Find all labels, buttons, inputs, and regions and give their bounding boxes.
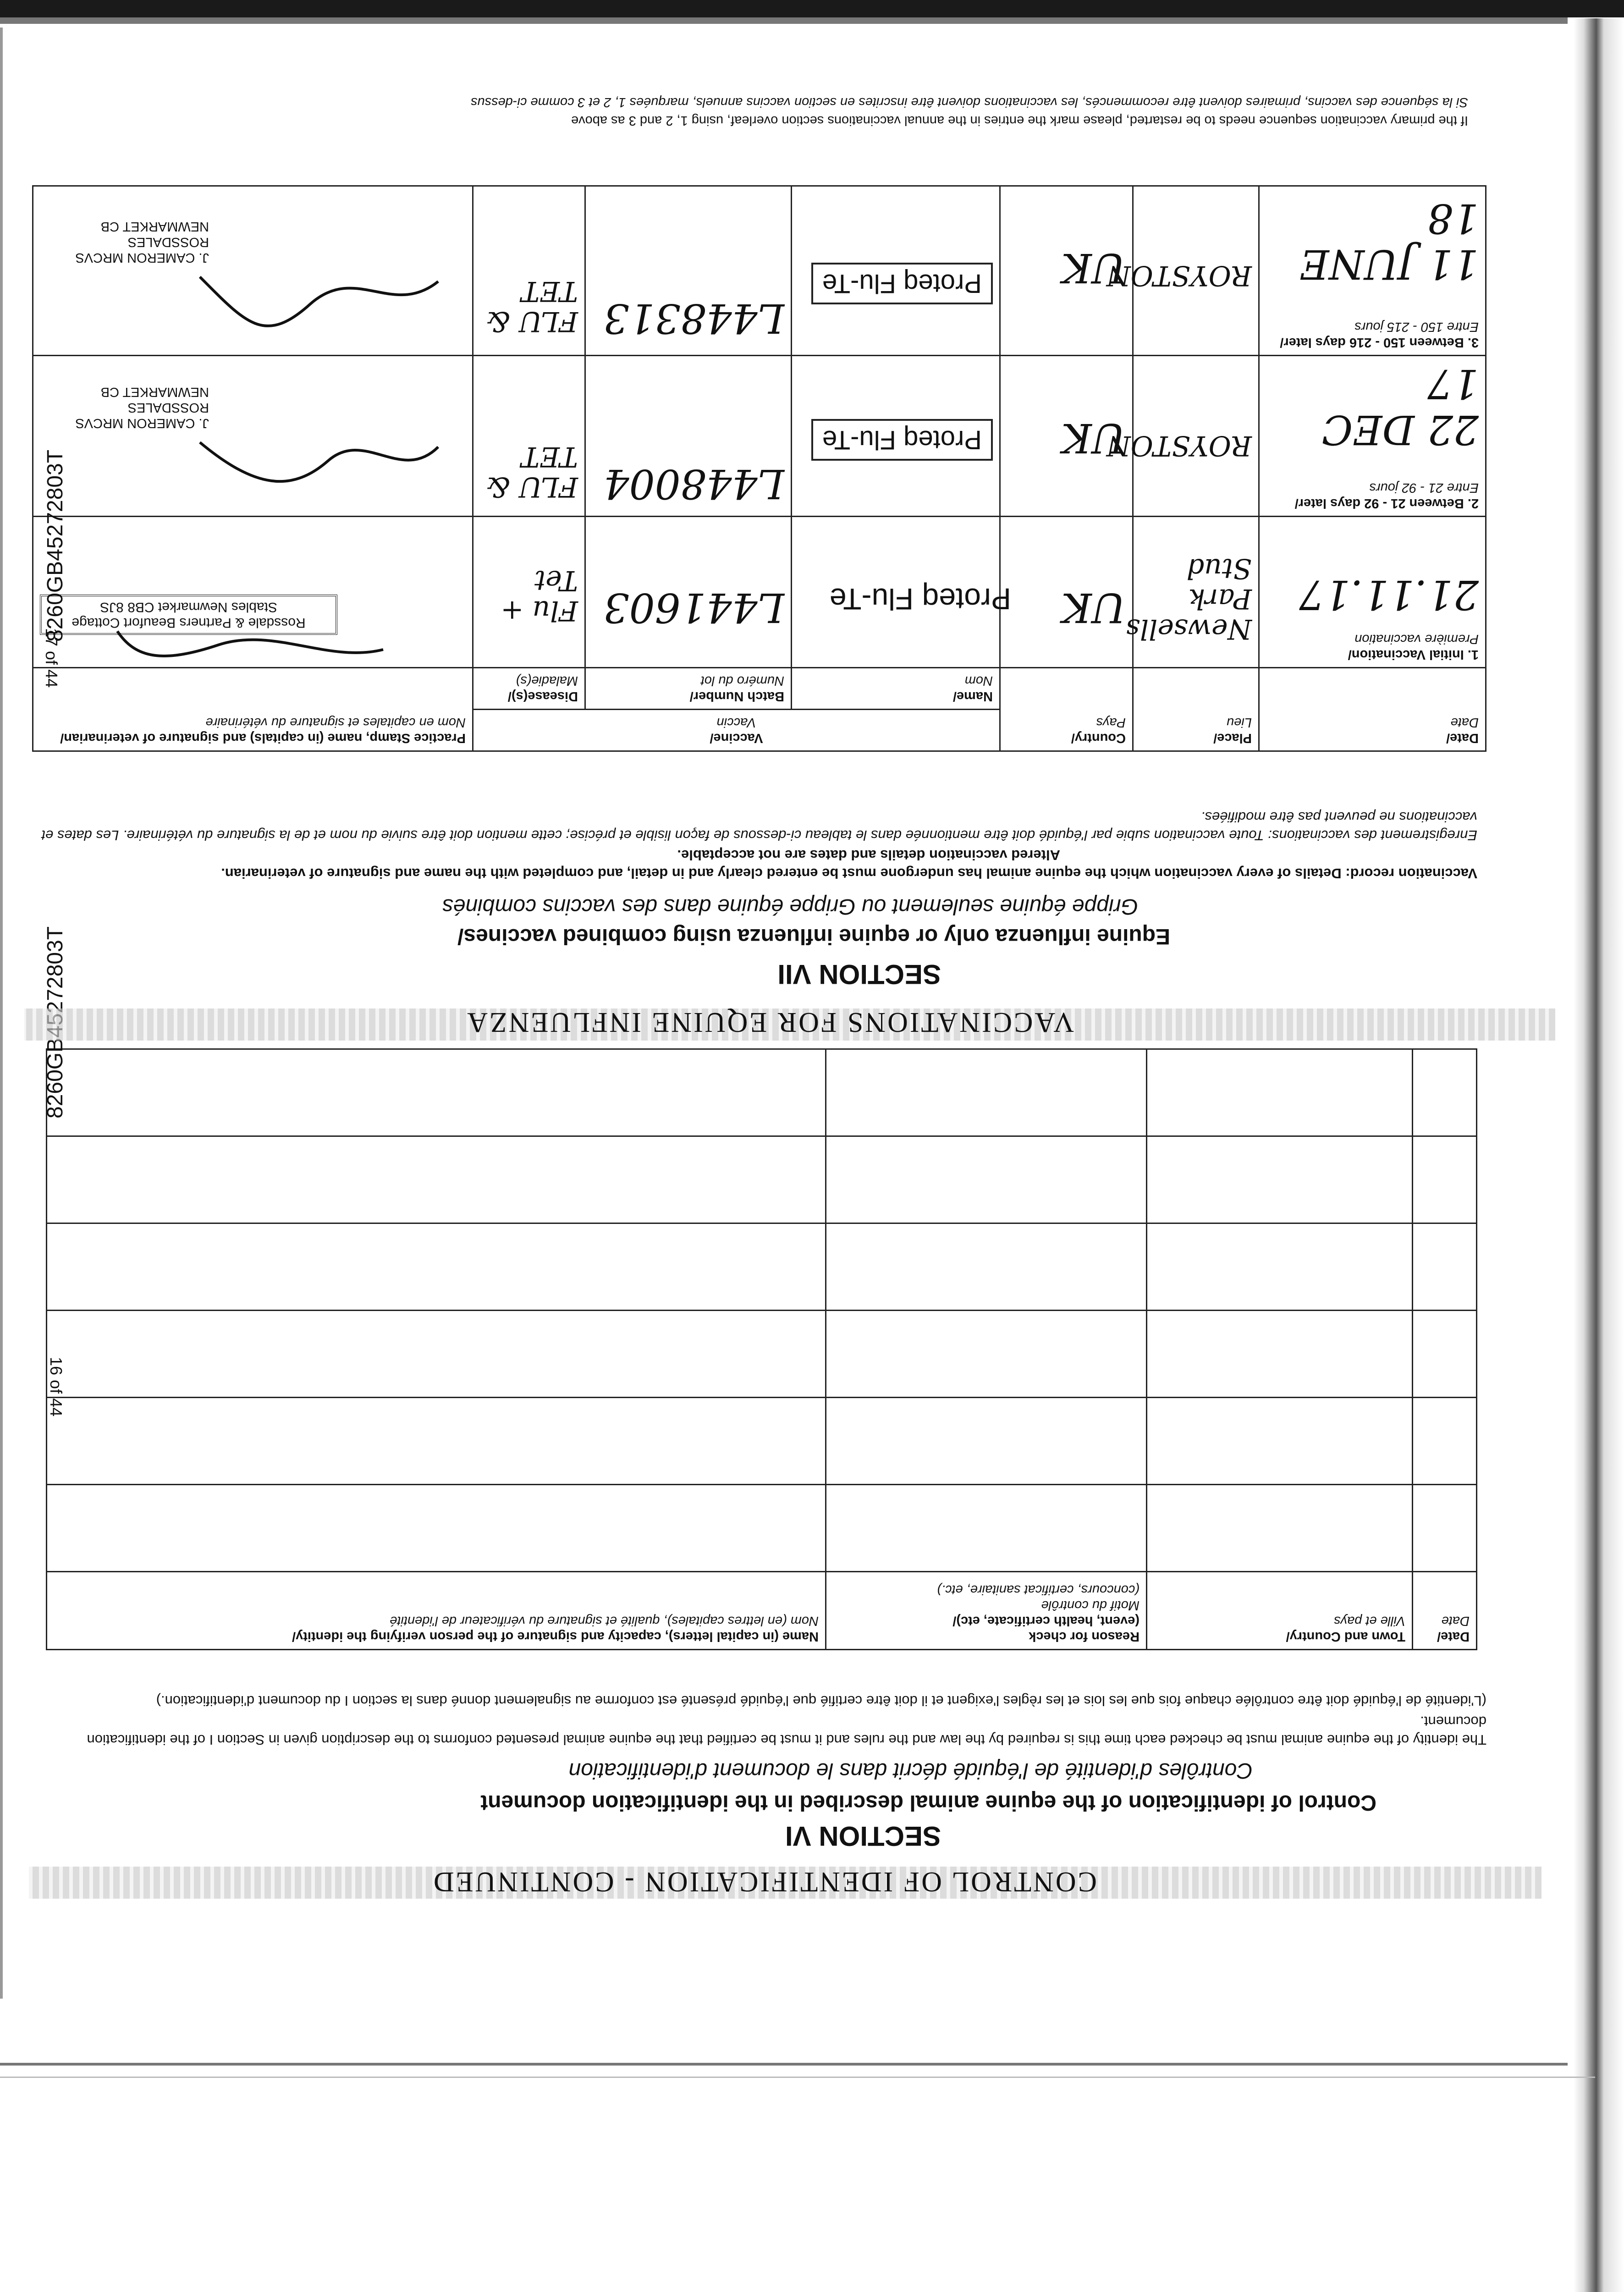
- col-date-en: Date/: [1437, 1629, 1470, 1644]
- practice-stamp-cell[interactable]: [33, 356, 473, 517]
- col-disease: [473, 668, 585, 710]
- vaccination-place: ROYSTON: [1107, 430, 1252, 462]
- page-number-16: 16 of 44: [47, 1357, 66, 1417]
- vaccination-header-row-1: [33, 710, 1486, 751]
- row-label-en: 2. Between 21 - 92 days later/: [1294, 496, 1479, 511]
- cell[interactable]: [1413, 1049, 1477, 1136]
- section-vii-heading-fr: Grippe équine seulement ou Grippe équine dans des vaccins combinés: [442, 894, 1138, 919]
- table-row: [47, 1485, 1477, 1572]
- disease: FLU & TET: [485, 275, 578, 337]
- row-label-en: 3. Between 150 - 216 days later/: [1280, 335, 1479, 350]
- section-vi-body-en: The identity of the equine animal must be checked each time this is required by the law and the rules and it must be certified that the equine animal presented conforms to the description given in Section I of the identification document.: [87, 1713, 1486, 1748]
- identity-check-table: [46, 1048, 1477, 1650]
- vaccination-record-fr: Enregistrement des vaccinations: Toute vaccination subie par l'équidé doit être mentionnée dans le tableau ci-dessous de façon lisible et précise; cette mention doit être suivie du nom et de la signature du vétérinaire. Les dates et vaccinations ne peuvent pas être modifiées.: [41, 809, 1477, 843]
- cell[interactable]: [47, 1398, 826, 1485]
- vaccination-country: UK: [1062, 244, 1126, 292]
- section-vi-body-fr: (L'identité de l'équidé doit être contrôlée chaque fois que les lois et les règles l'exigent et il doit être certifié que l'équidé présenté est conforme au signalement donné dans la section I du document d'identification.): [156, 1693, 1486, 1709]
- vaccination-place-cell[interactable]: [1126, 517, 1259, 668]
- batch-number-cell[interactable]: [585, 517, 792, 668]
- vaccination-country-cell[interactable]: [1000, 186, 1133, 356]
- batch-number: L448004: [603, 460, 784, 507]
- col-reason: [826, 1572, 1147, 1650]
- vaccination-date-cell[interactable]: [1259, 356, 1486, 517]
- cell[interactable]: [47, 1136, 826, 1223]
- cell[interactable]: [826, 1311, 1147, 1398]
- cell[interactable]: [1147, 1223, 1413, 1311]
- vaccination-date-cell[interactable]: [1259, 186, 1486, 356]
- cell[interactable]: [1413, 1398, 1477, 1485]
- vaccination-country-cell[interactable]: [1000, 517, 1133, 668]
- col-town-fr: Ville et pays: [1334, 1614, 1405, 1628]
- section-vi-banner: CONTROL OF IDENTIFICATION - CONTINUED: [431, 1866, 1097, 1897]
- row-label-fr: Entre 150 - 215 jours: [1354, 320, 1479, 334]
- vaccination-date: 11 JUNE 18: [1299, 195, 1479, 288]
- col-vaccine-fr: Vaccin: [716, 715, 756, 730]
- col-country-en: Country/: [1071, 731, 1126, 745]
- cell[interactable]: [47, 1049, 826, 1136]
- vet-name-stamp: J. CAMERON MRCVS ROSSDALES NEWMARKET CB: [75, 385, 209, 430]
- cell[interactable]: [1147, 1049, 1413, 1136]
- vaccination-place-cell[interactable]: [1107, 186, 1259, 356]
- col-batch: [585, 668, 792, 710]
- cell[interactable]: [1147, 1311, 1413, 1398]
- col-date: [1413, 1572, 1477, 1650]
- batch-number-cell[interactable]: [585, 186, 792, 356]
- col-date: [1259, 668, 1486, 751]
- table-row: [47, 1311, 1477, 1398]
- identity-check-header-row: [47, 1572, 1477, 1650]
- vaccination-place-cell[interactable]: [1107, 356, 1259, 517]
- vet-signature: [108, 613, 392, 668]
- cell[interactable]: [47, 1223, 826, 1311]
- col-disease-fr: Maladie(s): [516, 673, 578, 688]
- col-reason-en: Reason for check: [1029, 1629, 1140, 1644]
- cell[interactable]: [1413, 1311, 1477, 1398]
- col-reason-fr2: (concours, certificat sanitaire, etc.): [937, 1582, 1140, 1597]
- vaccination-footnote-en: If the primary vaccination sequence needs to be restarted, please mark the entries in the annual vaccinations section overleaf, using 1, 2 and 3 as above: [571, 113, 1468, 128]
- row-label-fr: Entre 21 - 92 jours: [1369, 480, 1479, 495]
- cell[interactable]: [47, 1485, 826, 1572]
- section-vii-heading-en: Equine influenza only or equine influenza using combined vaccines/: [457, 924, 1170, 948]
- table-row: [47, 1136, 1477, 1223]
- page-number-17: 17 of 44: [42, 628, 61, 688]
- disease: FLU & TET: [485, 441, 578, 503]
- vaccination-date: 22 DEC 17: [1321, 360, 1479, 453]
- cell[interactable]: [47, 1311, 826, 1398]
- vaccine-name: Proteq Flu-Te: [811, 419, 993, 461]
- vaccination-country: UK: [1062, 584, 1126, 631]
- batch-number-cell[interactable]: [585, 356, 792, 517]
- col-place: [1133, 668, 1259, 751]
- cell[interactable]: [826, 1223, 1147, 1311]
- vaccination-row-second: [33, 356, 1486, 517]
- col-reason-en2: (event, health certificate, etc)/: [952, 1614, 1140, 1628]
- vaccine-name: Proteq Flu-Te: [811, 263, 993, 304]
- cell[interactable]: [826, 1136, 1147, 1223]
- cell[interactable]: [1413, 1136, 1477, 1223]
- cell[interactable]: [826, 1485, 1147, 1572]
- vet-signature: [191, 424, 447, 493]
- section-vi-heading-fr: Contrôles d'identité de l'équidé décrit dans le document d'identification: [568, 1758, 1253, 1783]
- row-label-fr: Première vaccination: [1354, 632, 1479, 646]
- row-label-en: 1. Initial Vaccination/: [1348, 647, 1479, 662]
- vaccine-name-cell[interactable]: [792, 517, 1011, 668]
- col-disease-en: Disease(s)/: [507, 689, 578, 704]
- vaccine-name-cell[interactable]: [792, 356, 1000, 517]
- practice-stamp-cell[interactable]: [33, 517, 473, 668]
- col-vaccine-name: [792, 668, 1000, 710]
- col-name-fr: Nom: [964, 673, 993, 688]
- col-place-en: Place/: [1213, 731, 1252, 745]
- disease-cell[interactable]: [473, 517, 585, 668]
- col-batch-en: Batch Number/: [689, 689, 784, 704]
- section-vi-label: SECTION VI: [785, 1821, 941, 1851]
- col-date-fr: Date: [1450, 715, 1479, 730]
- cell[interactable]: [826, 1398, 1147, 1485]
- document-id-code-vii: 8260GB45272803T: [43, 449, 67, 642]
- vaccination-record-en: Vaccination record: Details of every vaccination which the equine animal has undergone must be entered clearly and in detail, and completed with the name and signature of veterinarian.: [221, 865, 1477, 882]
- vaccination-footnote-fr: Si la séquence des vaccins, primaires doivent être recommencés, les vaccinations doivent être inscrites en section vaccins annuels, marquées 1, 2 et 3 comme ci-dessus: [470, 95, 1468, 110]
- vaccination-date-cell[interactable]: [1259, 517, 1486, 668]
- col-name-en: Name/: [952, 689, 993, 704]
- practice-stamp: Rossdale & Partners Beaufort Cottage Stables Newmarket CB8 8JS: [40, 595, 337, 635]
- table-row: [47, 1223, 1477, 1311]
- vaccination-row-third: [33, 186, 1486, 356]
- batch-number: L448313: [603, 295, 784, 342]
- table-row: [47, 1049, 1477, 1136]
- col-vaccine-en: Vaccine/: [710, 731, 763, 745]
- batch-number: L441603: [603, 584, 784, 631]
- col-town: [1147, 1572, 1413, 1650]
- vaccination-place: ROYSTON: [1107, 259, 1252, 292]
- section-vii-banner: VACCINATIONS FOR EQUINE INFLUENZA: [465, 1007, 1074, 1038]
- vaccination-table: [32, 185, 1486, 752]
- vet-signature: [191, 259, 447, 332]
- practice-stamp-cell[interactable]: [33, 186, 473, 356]
- col-verifier-fr: Nom (en lettres capitales), qualité et signature du vérificateur de l'identité: [390, 1614, 819, 1628]
- cell[interactable]: [1147, 1485, 1413, 1572]
- col-place-fr: Lieu: [1227, 715, 1252, 730]
- section-vi-heading-en: Control of identification of the equine animal described in the identification document: [480, 1791, 1376, 1815]
- cell[interactable]: [1147, 1398, 1413, 1485]
- col-date-fr: Date: [1441, 1614, 1470, 1628]
- col-reason-fr: Motif du contrôle: [1041, 1598, 1140, 1613]
- section-vii-label: SECTION VII: [777, 959, 941, 990]
- vet-name-stamp: J. CAMERON MRCVS ROSSDALES NEWMARKET CB: [75, 219, 209, 265]
- vaccination-place: Newsells Park Stud: [1126, 552, 1252, 645]
- col-date-en: Date/: [1446, 731, 1479, 745]
- vaccination-record-en2: Altered vaccination details and dates are not acceptable.: [677, 847, 1060, 863]
- col-stamp-fr: Nom en capitales et signature du vétérinaire: [205, 715, 466, 730]
- disease-cell[interactable]: [473, 186, 585, 356]
- vaccine-name: Proteq Flu-Te: [829, 582, 1011, 616]
- vaccination-country-cell[interactable]: [1000, 356, 1133, 517]
- col-practice-stamp: [33, 668, 473, 751]
- col-batch-fr: Numéro du lot: [700, 673, 784, 688]
- disease-cell[interactable]: [473, 356, 585, 517]
- cell[interactable]: [826, 1049, 1147, 1136]
- col-vaccine-group: [473, 710, 1000, 751]
- cell[interactable]: [1413, 1485, 1477, 1572]
- vaccination-country: UK: [1062, 414, 1126, 462]
- col-stamp-en: Practice Stamp, name (in capitals) and signature of veterinarian/: [60, 731, 466, 745]
- col-town-en: Town and Country/: [1286, 1629, 1405, 1644]
- table-row: [47, 1398, 1477, 1485]
- cell[interactable]: [1413, 1223, 1477, 1311]
- disease: Flu + Tet: [501, 564, 578, 627]
- col-verifier: [47, 1572, 826, 1650]
- vaccination-date: 21.11.17: [1299, 571, 1479, 618]
- vaccine-name-cell[interactable]: [792, 186, 1000, 356]
- col-country-fr: Pays: [1096, 715, 1126, 730]
- col-country: [1000, 668, 1133, 751]
- vaccination-row-initial: [33, 517, 1486, 668]
- col-verifier-en: Name (in capital letters), capacity and signature of the person verifying the identity/: [292, 1629, 819, 1644]
- cell[interactable]: [1147, 1136, 1413, 1223]
